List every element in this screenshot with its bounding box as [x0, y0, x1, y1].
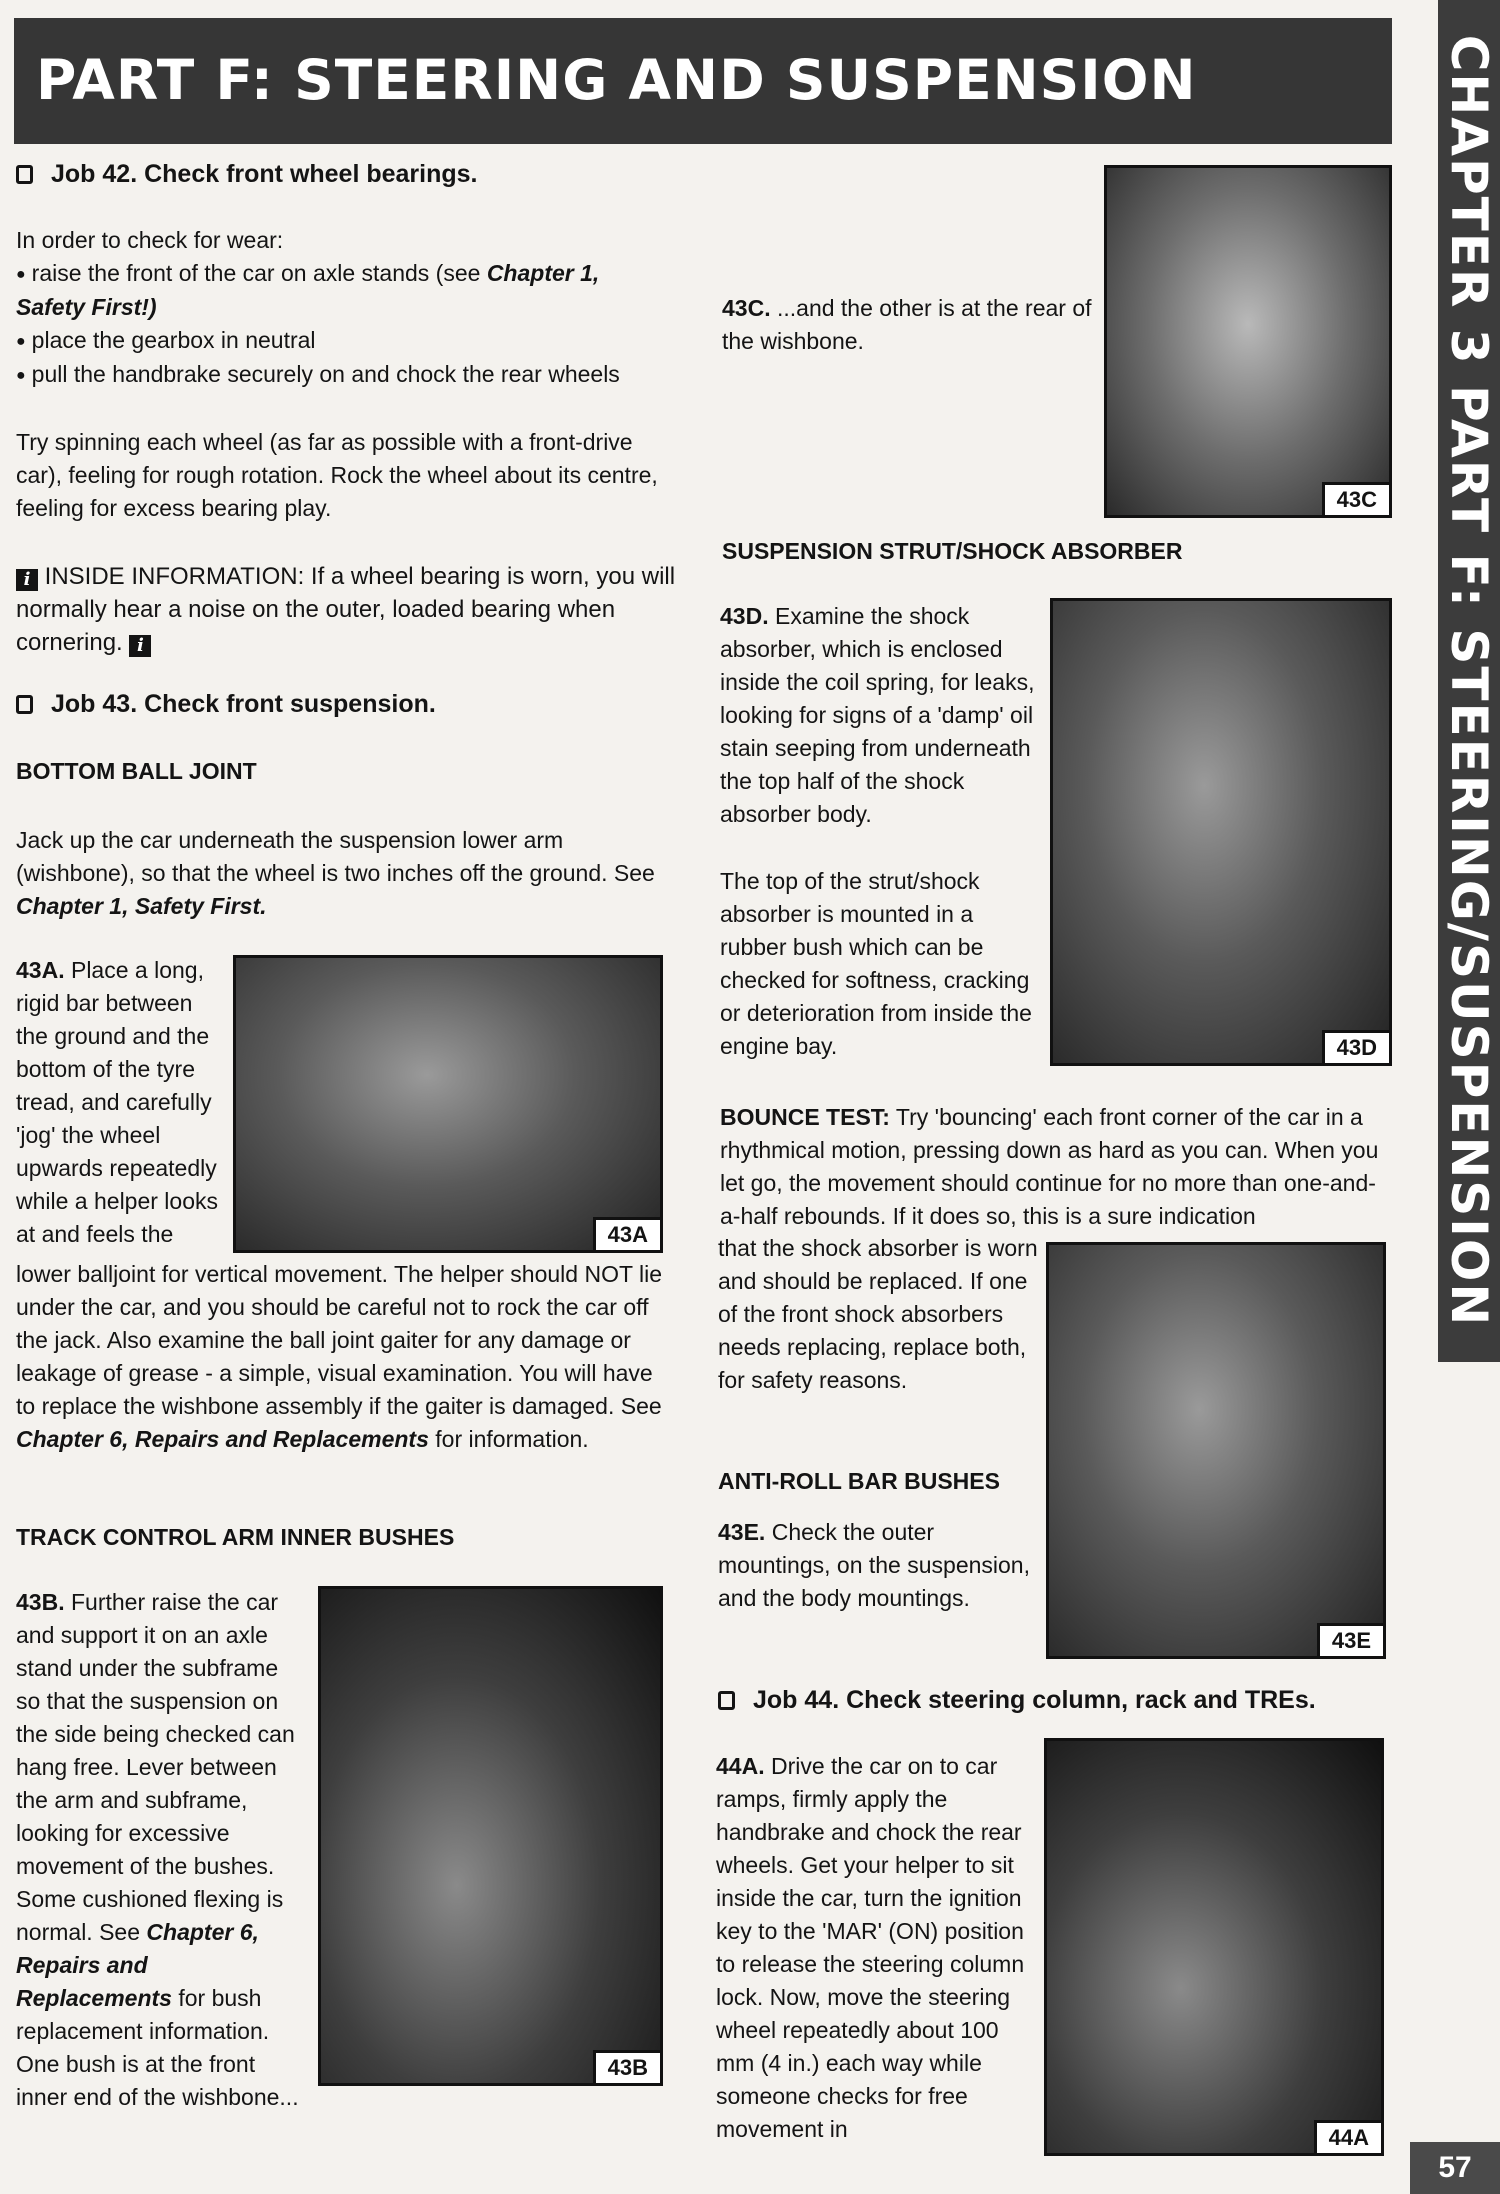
page-title: PART F: STEERING AND SUSPENSION — [36, 48, 1197, 112]
jack-paragraph — [16, 824, 666, 923]
job-44-heading — [718, 1686, 1316, 1715]
bullet-text: raise the front of the car on axle stands (see — [31, 260, 487, 286]
bullet-item — [16, 257, 666, 324]
step-text: for information. — [428, 1426, 589, 1452]
chapter-ref: Chapter 6, Repairs and Replacements — [16, 1426, 429, 1452]
info-icon: i — [129, 635, 151, 657]
bullet-icon: ● — [16, 333, 26, 350]
photo-43e — [1046, 1242, 1386, 1659]
page-number: 57 — [1438, 2151, 1472, 2184]
section-heading: BOTTOM BALL JOINT — [16, 758, 257, 784]
step-label: 43D. — [720, 603, 769, 629]
step-text: for bush replacement information. One bush is at the front inner end of the wishbone... — [16, 1985, 299, 2110]
step-text: Place a long, rigid bar between the ground and the bottom of the tyre tread, and carefully 'jog' the wheel upwards repeatedly while a helper looks at and feels the — [16, 957, 219, 1247]
inside-information — [16, 560, 676, 659]
step-text: Drive the car on to car ramps, firmly apply the handbrake and chock the rear wheels. Get your helper to sit inside the car, turn the ignition key to the 'MAR' (ON) position to release the steering column lock. Now, move the steering wheel repeatedly about 100 mm (4 in.) each way while someone checks for free movement in — [716, 1753, 1025, 2142]
bullet-item — [16, 324, 666, 358]
bounce-test-text — [720, 1101, 1392, 1233]
step-text: Check the outer mountings, on the suspension, and the body mountings. — [718, 1519, 1030, 1611]
photo-43d — [1050, 598, 1392, 1066]
step-label: 43E. — [718, 1519, 766, 1545]
bullet-text: pull the handbrake securely on and chock the rear wheels — [31, 361, 620, 387]
step-text: Further raise the car and support it on an axle stand under the subframe so that the suspension on the side being checked can hang free. Lever between the arm and subframe, looking for excessive movement of the bushes. Some cushioned flexing is normal. See — [16, 1589, 295, 1945]
photo-caption: 43E — [1317, 1623, 1383, 1656]
checkbox-icon — [16, 165, 33, 184]
job-42-heading — [16, 160, 478, 189]
bounce-test-text-2: that the shock absorber is worn and should be replaced. If one of the front shock absorbers needs replacing, replace both, for safety reasons. — [718, 1235, 1038, 1393]
checkbox-icon — [16, 695, 33, 714]
chapter-header — [14, 18, 1392, 144]
page-number-box — [1410, 2142, 1500, 2194]
section-heading: SUSPENSION STRUT/SHOCK ABSORBER — [722, 538, 1183, 564]
step-43a-continuation — [16, 1258, 668, 1456]
step-43c-text — [722, 292, 1092, 358]
photo-caption: 43A — [593, 1217, 660, 1250]
step-43d-text — [720, 600, 1040, 831]
photo-caption: 43C — [1322, 482, 1389, 515]
step-label: 43B. — [16, 1589, 65, 1615]
bullet-text: place the gearbox in neutral — [31, 327, 316, 353]
job-42-intro: In order to check for wear: — [16, 227, 284, 253]
photo-caption: 43D — [1322, 1030, 1389, 1063]
job-43-title: Job 43. Check front suspension. — [51, 690, 436, 718]
jack-text: Jack up the car underneath the suspension lower arm (wishbone), so that the wheel is two inches off the ground. See — [16, 827, 655, 886]
photo-caption: 43B — [593, 2050, 660, 2083]
section-heading: TRACK CONTROL ARM INNER BUSHES — [16, 1524, 455, 1550]
job-42-title: Job 42. Check front wheel bearings. — [51, 160, 478, 188]
bounce-test-label: BOUNCE TEST: — [720, 1104, 890, 1130]
step-text: lower balljoint for vertical movement. The helper should NOT lie under the car, and you should be careful not to rock the car off the jack. Also examine the ball joint gaiter for any damage or leakage of grease - a simple, visual examination. You will have to replace the wishbone assembly if the gaiter is damaged. See — [16, 1261, 662, 1419]
job-43-heading — [16, 690, 436, 719]
photo-caption: 44A — [1314, 2120, 1381, 2153]
chapter-ref: Chapter 1, Safety First!) — [16, 260, 600, 320]
chapter-side-tab — [1438, 0, 1500, 1362]
side-tab-text: CHAPTER 3 PART F: STEERING/SUSPENSION — [1440, 34, 1498, 1328]
step-text: ...and the other is at the rear of the wishbone. — [722, 295, 1092, 354]
bullet-icon: ● — [16, 266, 26, 283]
photo-43a — [233, 955, 663, 1253]
chapter-ref: Chapter 6, Repairs and Replacements — [16, 1919, 259, 2011]
step-label: 43C. — [722, 295, 771, 321]
chapter-ref: Chapter 1, Safety First. — [16, 893, 267, 919]
step-label: 44A. — [716, 1753, 765, 1779]
info-icon: i — [16, 569, 38, 591]
section-heading: ANTI-ROLL BAR BUSHES — [718, 1468, 1000, 1494]
checkbox-icon — [718, 1691, 735, 1710]
photo-43c — [1104, 165, 1392, 518]
job-42-paragraph: Try spinning each wheel (as far as possible with a front-drive car), feeling for rough rotation. Rock the wheel about its centre, feeling for excess bearing play. — [16, 429, 658, 521]
step-43d-text-2: The top of the strut/shock absorber is mounted in a rubber bush which can be checked for softness, cracking or deterioration from inside the engine bay. — [720, 868, 1032, 1059]
step-43a-text — [16, 954, 221, 1251]
step-text: Examine the shock absorber, which is enclosed inside the coil spring, for leaks, looking for signs of a 'damp' oil stain seeping from underneath the top half of the shock absorber body. — [720, 603, 1035, 827]
inside-information-text: INSIDE INFORMATION: If a wheel bearing is worn, you will normally hear a noise on the outer, loaded bearing when cornering. — [16, 563, 676, 656]
bullet-item — [16, 358, 666, 392]
job-42-body — [16, 224, 666, 392]
step-43b-text — [16, 1586, 306, 2114]
job-44-title: Job 44. Check steering column, rack and TREs. — [753, 1686, 1316, 1714]
step-44a-text — [716, 1750, 1031, 2146]
photo-43b — [318, 1586, 663, 2086]
bounce-test-body: Try 'bouncing' each front corner of the car in a rhythmical motion, pressing down as hard as you can. When you let go, the movement should continue for no more than one-and-a-half rebounds. If it does so, this is a sure indication — [720, 1104, 1379, 1229]
bullet-icon: ● — [16, 367, 26, 384]
photo-44a — [1044, 1738, 1384, 2156]
step-label: 43A. — [16, 957, 65, 983]
step-43e-text — [718, 1516, 1038, 1615]
